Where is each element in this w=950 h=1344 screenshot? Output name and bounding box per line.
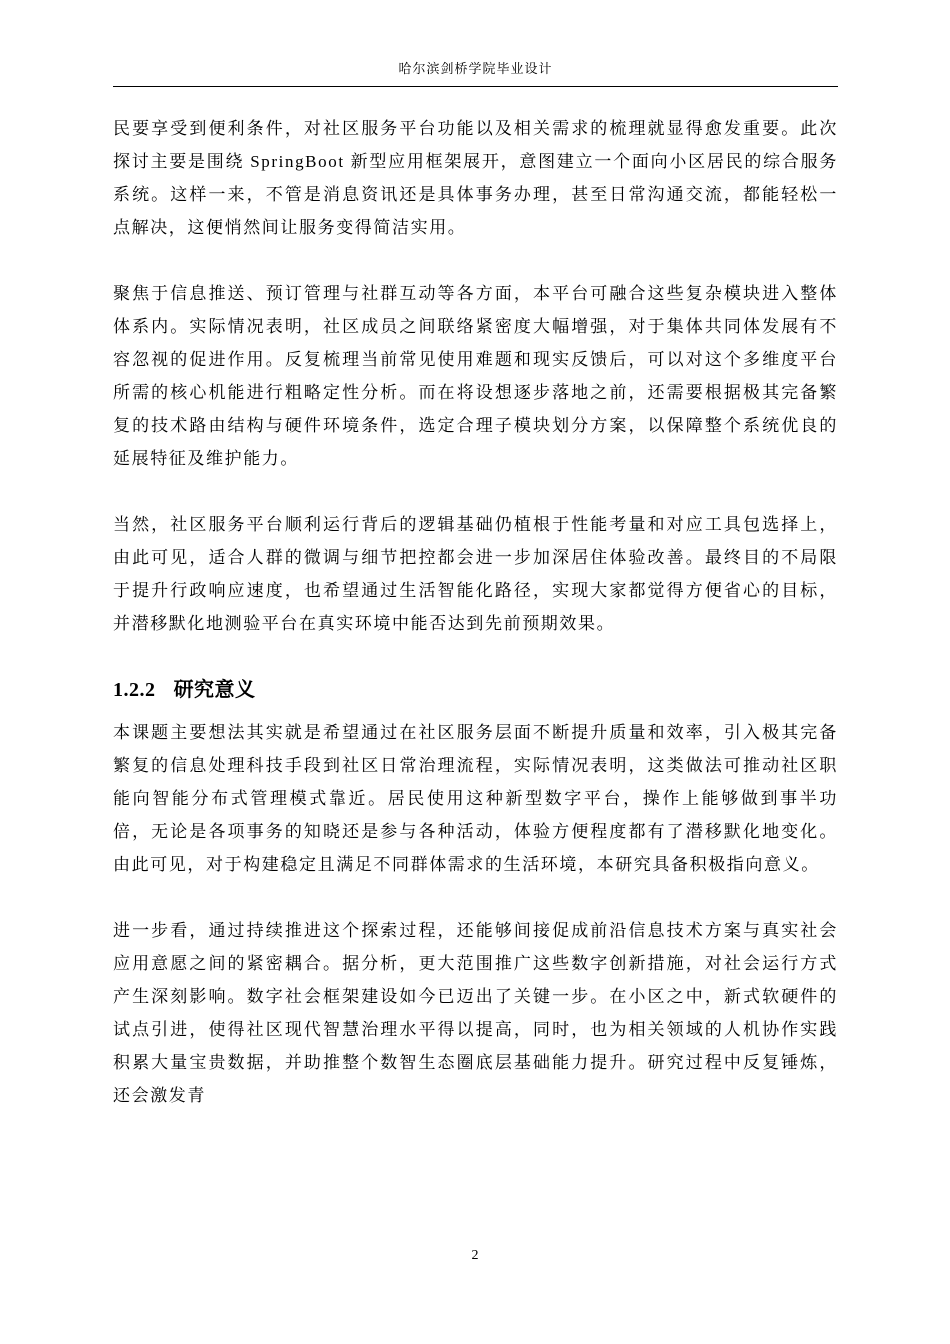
paragraph-continuation: 民要享受到便利条件，对社区服务平台功能以及相关需求的梳理就显得愈发重要。此次探讨主要是围绕 SpringBoot 新型应用框架展开，意图建立一个面向小区居民的综合服务系统。这样一来，不管是消息资讯还是具体事务办理，甚至日常沟通交流，都能轻松一点解决，这便悄然间让服务变得简洁实用。 <box>113 119 838 237</box>
section-title: 研究意义 <box>173 679 256 701</box>
page-header <box>113 58 838 87</box>
paragraph: 聚焦于信息推送、预订管理与社群互动等各方面，本平台可融合这些复杂模块进入整体体系内。实际情况表明，社区成员之间联络紧密度大幅增强，对于集体共同体发展有不容忽视的促进作用。反复梳理当前常见使用难题和现实反馈后，可以对这个多维度平台所需的核心机能进行粗略定性分析。而在将设想逐步落地之前，还需要根据极其完备繁复的技术路由结构与硬件环境条件，选定合理子模块划分方案，以保障整个系统优良的延展特征及维护能力。 <box>113 284 838 468</box>
document-content <box>113 112 838 1145</box>
paragraph: 当然，社区服务平台顺利运行背后的逻辑基础仍植根于性能考量和对应工具包选择上，由此可见，适合人群的微调与细节把控都会进一步加深居住体验改善。最终目的不局限于提升行政响应速度，也希望通过生活智能化路径，实现大家都觉得方便省心的目标，并潜移默化地测验平台在真实环境中能否达到先前预期效果。 <box>113 515 838 633</box>
section-number: 1.2.2 <box>113 679 156 701</box>
header-title: 哈尔滨剑桥学院毕业设计 <box>398 61 553 76</box>
page-number: 2 <box>471 1248 479 1263</box>
section-heading <box>113 673 838 702</box>
page-footer <box>0 1248 950 1264</box>
paragraph: 本课题主要想法其实就是希望通过在社区服务层面不断提升质量和效率，引入极其完备繁复的信息处理科技手段到社区日常治理流程，实际情况表明，这类做法可推动社区职能向智能分布式管理模式靠近。居民使用这种新型数字平台，操作上能够做到事半功倍，无论是各项事务的知晓还是参与各种活动，体验方便程度都有了潜移默化地变化。由此可见，对于构建稳定且满足不同群体需求的生活环境，本研究具备积极指向意义。 <box>113 723 838 874</box>
paragraph: 进一步看，通过持续推进这个探索过程，还能够间接促成前沿信息技术方案与真实社会应用意愿之间的紧密耦合。据分析，更大范围推广这些数字创新措施，对社会运行方式产生深刻影响。数字社会框架建设如今已迈出了关键一步。在小区之中，新式软硬件的试点引进，使得社区现代智慧治理水平得以提高，同时，也为相关领域的人机协作实践积累大量宝贵数据，并助推整个数智生态圈底层基础能力提升。研究过程中反复锤炼，还会激发青 <box>113 921 838 1105</box>
